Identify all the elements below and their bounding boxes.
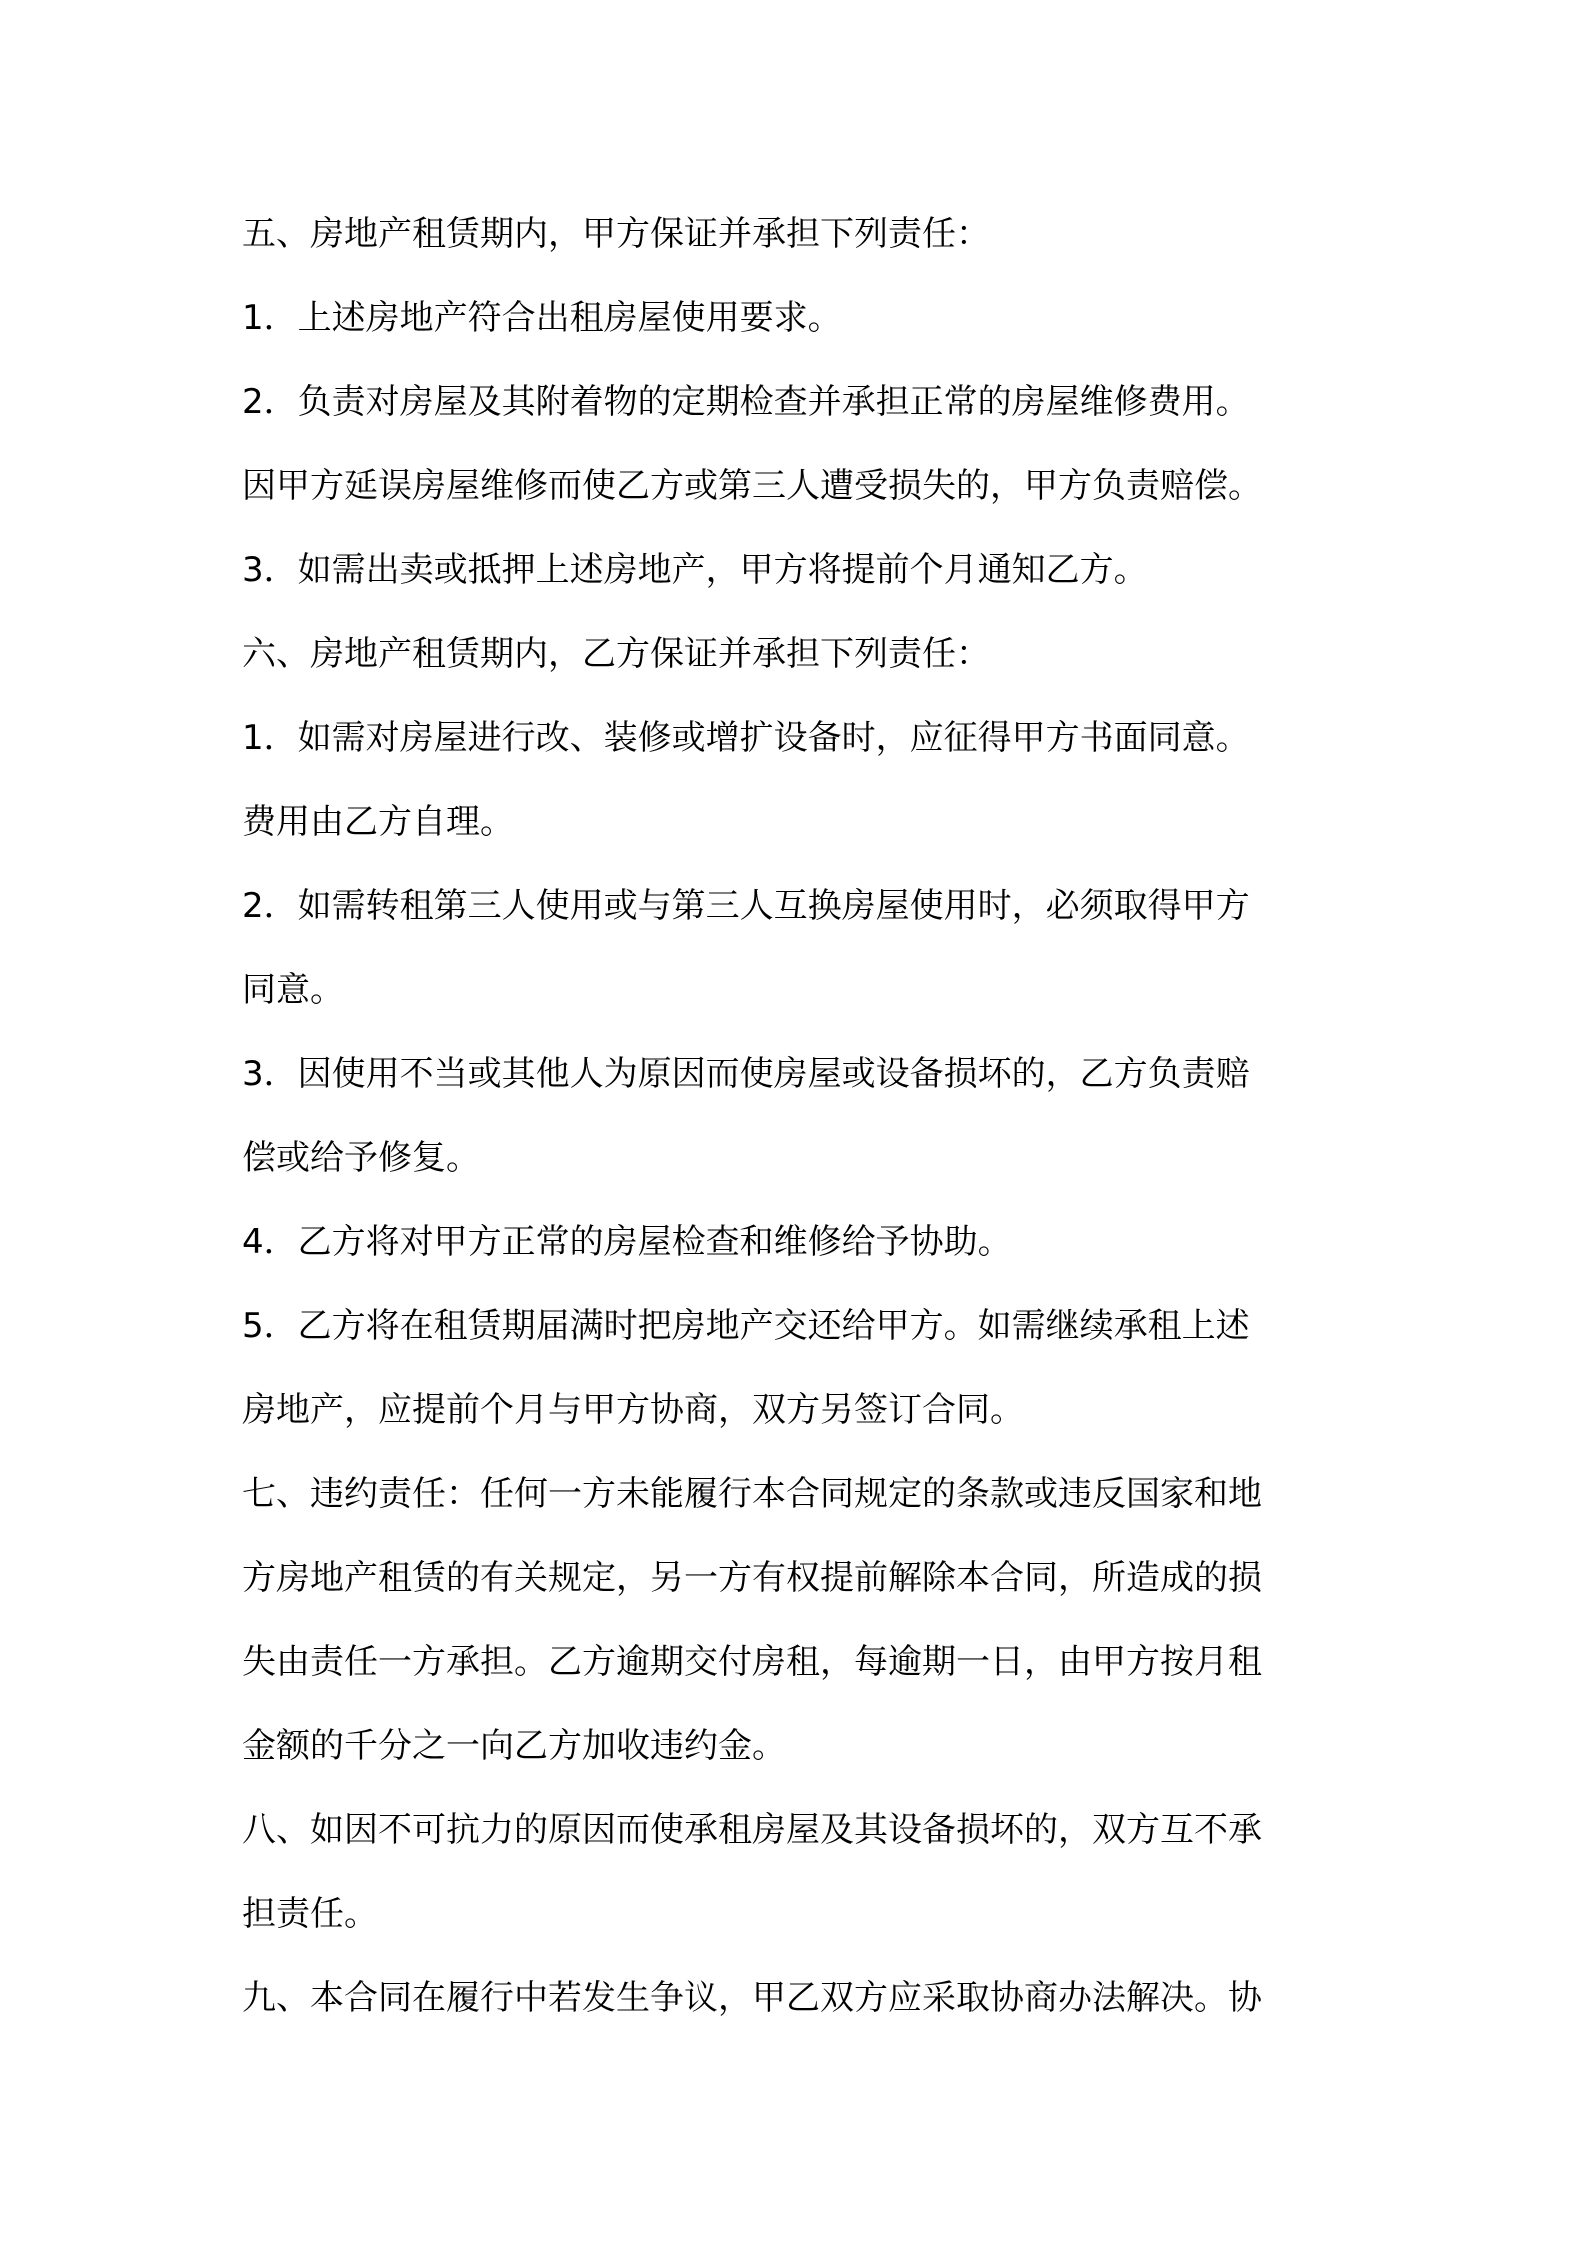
text-line: 2．如需转租第三人使用或与第三人互换房屋使用时，必须取得甲方 xyxy=(242,886,1250,926)
text-line: 担责任。 xyxy=(242,1894,378,1934)
text-line: 九、本合同在履行中若发生争议，甲乙双方应采取协商办法解决。协 xyxy=(242,1978,1262,2018)
document-body xyxy=(242,192,1352,2040)
text-line: 1．上述房地产符合出租房屋使用要求。 xyxy=(242,298,842,338)
text-line: 八、如因不可抗力的原因而使承租房屋及其设备损坏的，双方互不承 xyxy=(242,1810,1262,1850)
text-line: 七、违约责任：任何一方未能履行本合同规定的条款或违反国家和地 xyxy=(242,1474,1262,1514)
text-line: 3．因使用不当或其他人为原因而使房屋或设备损坏的，乙方负责赔 xyxy=(242,1054,1250,1094)
text-line: 失由责任一方承担。乙方逾期交付房租，每逾期一日，由甲方按月租 xyxy=(242,1642,1262,1682)
text-line: 5．乙方将在租赁期届满时把房地产交还给甲方。如需继续承租上述 xyxy=(242,1306,1250,1346)
text-line: 因甲方延误房屋维修而使乙方或第三人遭受损失的，甲方负责赔偿。 xyxy=(242,466,1262,506)
text-line: 五、房地产租赁期内，甲方保证并承担下列责任： xyxy=(242,214,990,254)
text-line: 3．如需出卖或抵押上述房地产，甲方将提前个月通知乙方。 xyxy=(242,550,1148,590)
text-line: 房地产，应提前个月与甲方协商，双方另签订合同。 xyxy=(242,1390,1024,1430)
text-line: 1．如需对房屋进行改、装修或增扩设备时，应征得甲方书面同意。 xyxy=(242,718,1250,758)
text-line: 六、房地产租赁期内，乙方保证并承担下列责任： xyxy=(242,634,990,674)
text-line: 金额的千分之一向乙方加收违约金。 xyxy=(242,1726,786,1766)
text-line: 偿或给予修复。 xyxy=(242,1138,480,1178)
text-line: 2．负责对房屋及其附着物的定期检查并承担正常的房屋维修费用。 xyxy=(242,382,1250,422)
text-line: 4．乙方将对甲方正常的房屋检查和维修给予协助。 xyxy=(242,1222,1012,1262)
text-line: 同意。 xyxy=(242,970,344,1010)
text-line: 方房地产租赁的有关规定，另一方有权提前解除本合同，所造成的损 xyxy=(242,1558,1262,1598)
text-line: 费用由乙方自理。 xyxy=(242,802,514,842)
